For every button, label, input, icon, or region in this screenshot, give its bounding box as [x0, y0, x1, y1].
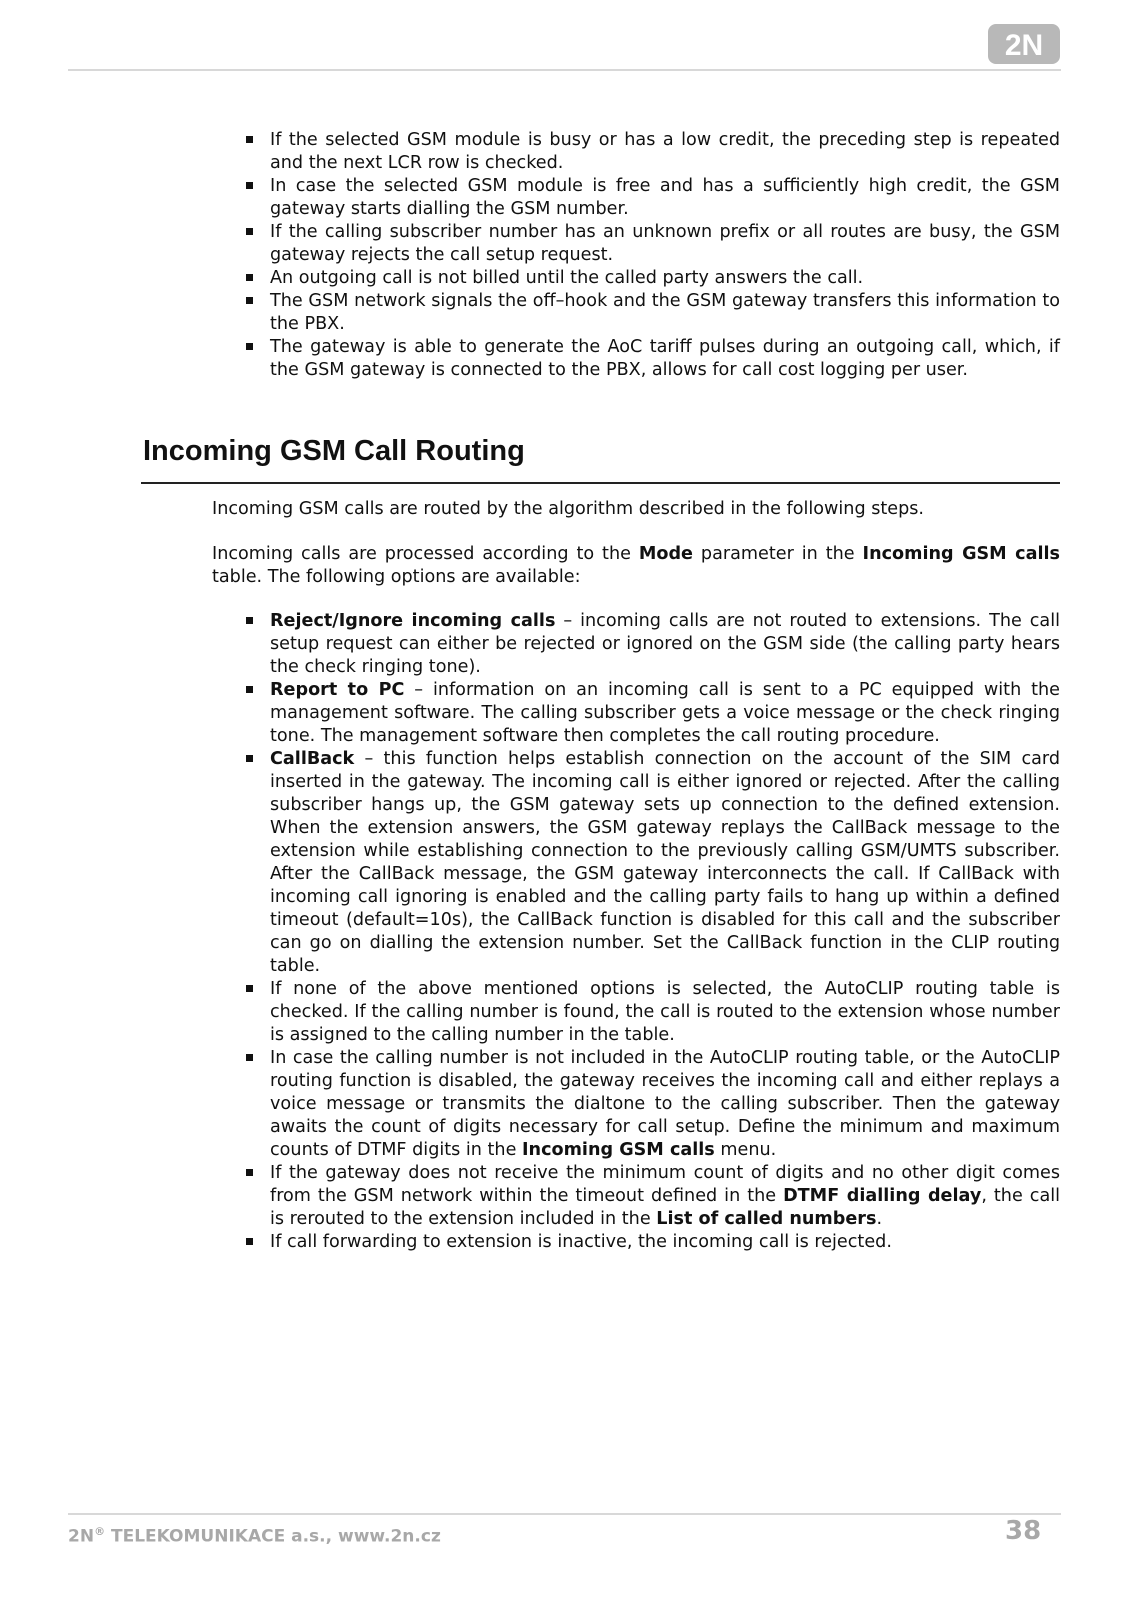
list-item: If none of the above mentioned options is selected, the AutoCLIP routing table is checked. If the calling number is found, the call is routed to the extension whose number is assigned to the calling number in the table.	[246, 978, 1060, 1047]
list-item: Reject/Ignore incoming calls – incoming calls are not routed to extensions. The call setup request can either be rejected or ignored on the GSM side (the calling party hears the check ringing tone).	[246, 610, 1060, 679]
mode-term: Mode	[638, 544, 693, 564]
logo-text: 2N	[1004, 29, 1044, 62]
list-item: The gateway is able to generate the AoC tariff pulses during an outgoing call, which, if the GSM gateway is connected to the PBX, allows for call cost logging per user.	[246, 336, 1060, 382]
mode-paragraph: Incoming calls are processed according to the Mode parameter in the Incoming GSM calls table. The following options are available:	[212, 544, 1060, 587]
list-item: The GSM network signals the off–hook and the GSM gateway transfers this information to the PBX.	[246, 290, 1060, 336]
intro-paragraph: Incoming GSM calls are routed by the algorithm described in the following steps.	[212, 499, 925, 519]
list-item: If call forwarding to extension is inactive, the incoming call is rejected.	[246, 1231, 1060, 1254]
incoming-gsm-calls-term: Incoming GSM calls	[862, 544, 1060, 564]
list-item: CallBack – this function helps establish connection on the account of the SIM card inserted in the gateway. The incoming call is either ignored or rejected. After the calling subscriber hangs up, the GSM gateway sets up connection to the defined extension. When the extension answers, the GSM gateway replays the CallBack message to the extension while establishing connection to the previously calling GSM/UMTS subscriber. After the CallBack message, the GSM gateway interconnects the call. If CallBack with incoming call ignoring is enabled and the calling party fails to hang up within a defined timeout (default=10s), the CallBack function is disabled for this call and the subscriber can go on dialling the extension number. Set the CallBack function in the CLIP routing table.	[246, 748, 1060, 978]
footer-divider	[68, 1513, 1061, 1515]
footer-company: 2N® TELEKOMUNIKACE a.s., www.2n.cz	[68, 1525, 441, 1547]
list-item: If the gateway does not receive the minimum count of digits and no other digit comes from the GSM network within the timeout defined in the DTMF dialling delay, the call is rerouted to the extension included in the List of called numbers.	[246, 1162, 1060, 1231]
section-heading: Incoming GSM Call Routing	[143, 435, 525, 467]
list-item: If the calling subscriber number has an unknown prefix or all routes are busy, the GSM gateway rejects the call setup request.	[246, 221, 1060, 267]
header-divider	[68, 69, 1061, 71]
list-item: Report to PC – information on an incoming call is sent to a PC equipped with the management software. The calling subscriber gets a voice message or the check ringing tone. The management software then completes the call routing procedure.	[246, 679, 1060, 748]
page-number: 38	[1005, 1516, 1042, 1546]
2n-logo	[988, 24, 1060, 64]
heading-underline	[141, 482, 1060, 484]
list-item: In case the calling number is not included in the AutoCLIP routing table, or the AutoCLIP routing function is disabled, the gateway receives the incoming call and either replays a voice message or transmits the dialtone to the calling subscriber. Then the gateway awaits the count of digits necessary for call setup. Define the minimum and maximum counts of DTMF digits in the Incoming GSM calls menu.	[246, 1047, 1060, 1162]
list-item: An outgoing call is not billed until the called party answers the call.	[246, 267, 1060, 290]
outgoing-steps-list	[246, 129, 1060, 382]
list-item: In case the selected GSM module is free and has a sufficiently high credit, the GSM gateway starts dialling the GSM number.	[246, 175, 1060, 221]
list-item: If the selected GSM module is busy or has a low credit, the preceding step is repeated and the next LCR row is checked.	[246, 129, 1060, 175]
incoming-options-list	[246, 610, 1060, 1254]
